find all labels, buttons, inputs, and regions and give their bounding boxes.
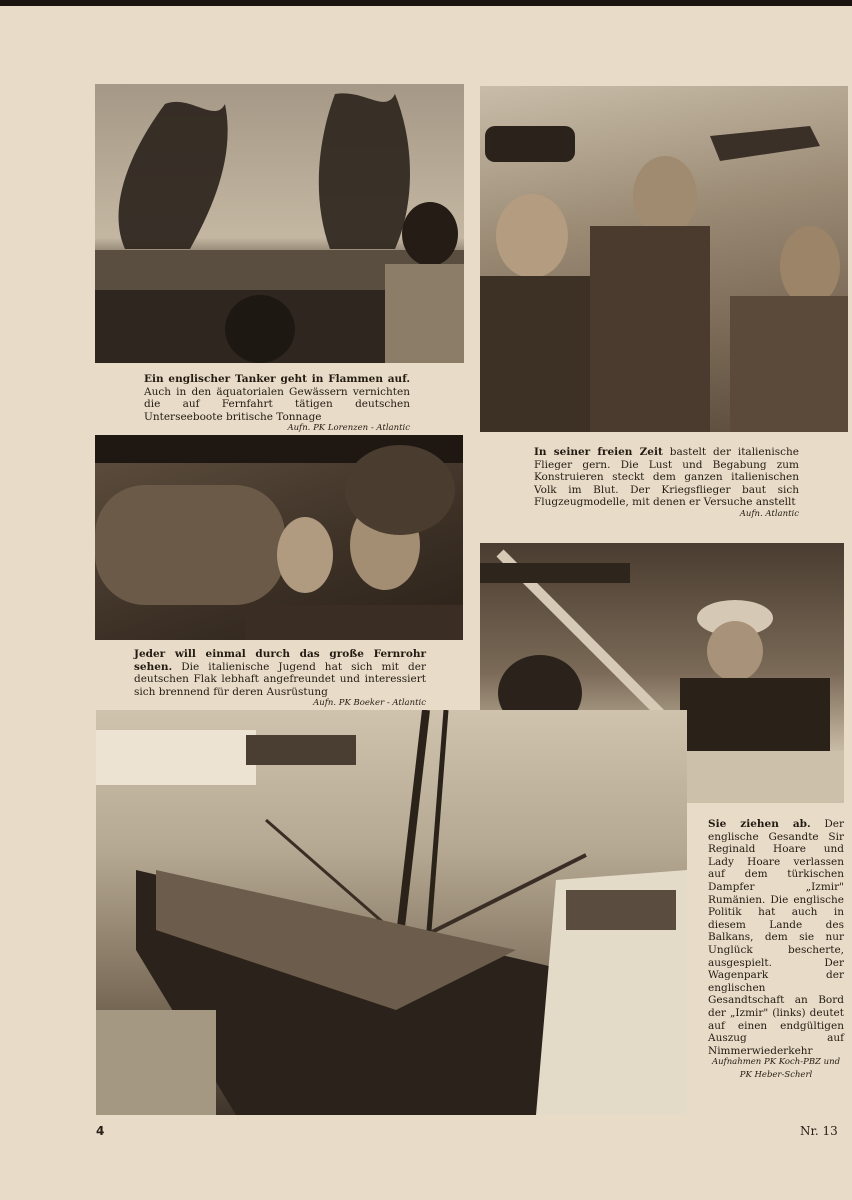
caption-tanker: [144, 373, 410, 435]
pilots-scene-graphic: [480, 86, 848, 432]
photo-italian-pilots: [480, 86, 848, 432]
ship-scene-graphic: [96, 710, 687, 1115]
caption-departure-lead: Sie ziehen ab.: [708, 818, 811, 830]
caption-telescope-credit: Aufn. PK Boeker - Atlantic: [313, 698, 426, 709]
caption-departure-body: Der englische Gesandte Sir Reginald Hoare und Lady Hoare verlassen auf dem türkischen Dampfer „Izmir" Rumänien. Die englische Politik hat auch in diesem Lande des Balkans, dem sie nur Unglück bescherte, ausgespielt. Der Wagenpark der englischen Gesandtschaft an Bord der „Izmir" (links) deutet auf einen endgültigen Auszug auf Nimmerwiederkehr: [708, 818, 844, 1057]
caption-tanker-credit: Aufn. PK Lorenzen - Atlantic: [287, 423, 410, 434]
caption-departure: [708, 818, 844, 1081]
caption-departure-credit: Aufnahmen PK Koch-PBZ und PK Heber-Scherl: [711, 1057, 841, 1080]
photo-burning-tanker: [95, 84, 464, 363]
caption-pilots: [534, 446, 799, 521]
caption-tanker-lead: Ein englischer Tanker geht in Flammen auf.: [144, 373, 410, 385]
photo-telescope-youth: [95, 435, 463, 640]
telescope-scene-graphic: [95, 435, 463, 640]
caption-telescope: [134, 648, 426, 710]
caption-telescope-body: Die italienische Jugend hat sich mit der deutschen Flak lebhaft angefreundet und interessiert sich brennend für deren Ausrüstung: [134, 660, 426, 698]
photo-ship-izmir: [96, 710, 687, 1115]
caption-pilots-credit: Aufn. Atlantic: [739, 508, 799, 519]
page-number: 4: [96, 1124, 105, 1138]
caption-tanker-body: Auch in den äquatorialen Gewässern vernichten die auf Fernfahrt tätigen deutschen Unterseeboote britische Tonnage: [144, 385, 410, 423]
caption-pilots-body: bastelt der italienische Flieger gern. Die Lust und Begabung zum Konstruieren steckt dem ganzen italienischen Volk im Blut. Der Kriegsflieger baut sich Flugzeugmodelle, mit denen er Versuche anstellt: [534, 446, 799, 509]
page-top-edge: [0, 0, 852, 6]
caption-pilots-lead: In seiner freien Zeit: [534, 446, 663, 458]
tanker-scene-graphic: [95, 84, 464, 363]
issue-number: Nr. 13: [800, 1124, 838, 1138]
caption-telescope-lead: Jeder will einmal durch das große Fernrohr sehen.: [134, 648, 426, 673]
